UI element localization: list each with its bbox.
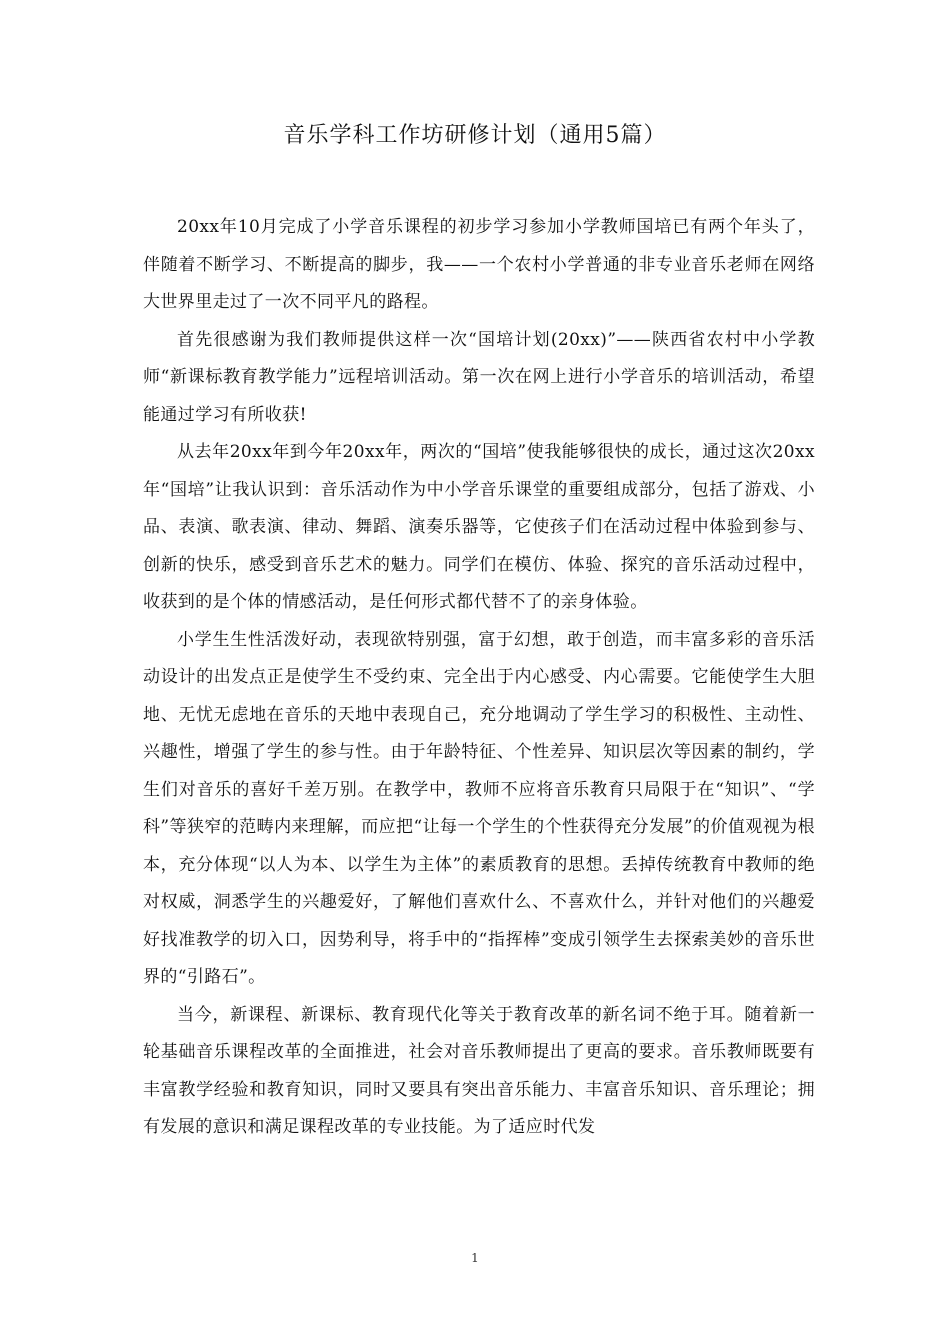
paragraph-3: 从去年20xx年到今年20xx年，两次的“国培”使我能够很快的成长，通过这次20xx年“国培”让我认识到：音乐活动作为中小学音乐课堂的重要组成部分，包括了游戏、小品、表演、歌表演、律动、舞蹈、演奏乐器等，它使孩子们在活动过程中体验到参与、创新的快乐，感受到音乐艺术的魅力。同学们在模仿、体验、探究的音乐活动过程中，收获到的是个体的情感活动，是任何形式都代替不了的亲身体验。 [143,442,815,612]
document-body [143,209,815,1147]
paragraph-5: 当今，新课程、新课标、教育现代化等关于教育改革的新名词不绝于耳。随着新一轮基础音乐课程改革的全面推进，社会对音乐教师提出了更高的要求。音乐教师既要有丰富教学经验和教育知识，同时又要具有突出音乐能力、丰富音乐知识、音乐理论；拥有发展的意识和满足课程改革的专业技能。为了适应时代发 [143,1004,815,1137]
document-title: 音乐学科工作坊研修计划（通用5篇） [283,123,667,148]
paragraph-2: 首先很感谢为我们教师提供这样一次“国培计划(20xx)”——陕西省农村中小学教师“新课标教育教学能力”远程培训活动。第一次在网上进行小学音乐的培训活动，希望能通过学习有所收获! [143,329,815,425]
page-number: 1 [471,1251,479,1265]
paragraph-4: 小学生生性活泼好动，表现欲特别强，富于幻想，敢于创造，而丰富多彩的音乐活动设计的出发点正是使学生不受约束、完全出于内心感受、内心需要。它能使学生大胆地、无忧无虑地在音乐的天地中表现自己，充分地调动了学生学习的积极性、主动性、兴趣性，增强了学生的参与性。由于年龄特征、个性差异、知识层次等因素的制约，学生们对音乐的喜好千差万别。在教学中，教师不应将音乐教育只局限于在“知识”、“学科”等狭窄的范畴内来理解，而应把“让每一个学生的个性获得充分发展”的价值观视为根本，充分体现“以人为本、以学生为主体”的素质教育的思想。丢掉传统教育中教师的绝对权威，洞悉学生的兴趣爱好，了解他们喜欢什么、不喜欢什么，并针对他们的兴趣爱好找准教学的切入口，因势利导，将手中的“指挥棒”变成引领学生去探索美妙的音乐世界的“引路石”。 [143,629,815,987]
paragraph-1: 20xx年10月完成了小学音乐课程的初步学习参加小学教师国培已有两个年头了，伴随着不断学习、不断提高的脚步，我——一个农村小学普通的非专业音乐老师在网络大世界里走过了一次不同平凡的路程。 [143,217,815,312]
